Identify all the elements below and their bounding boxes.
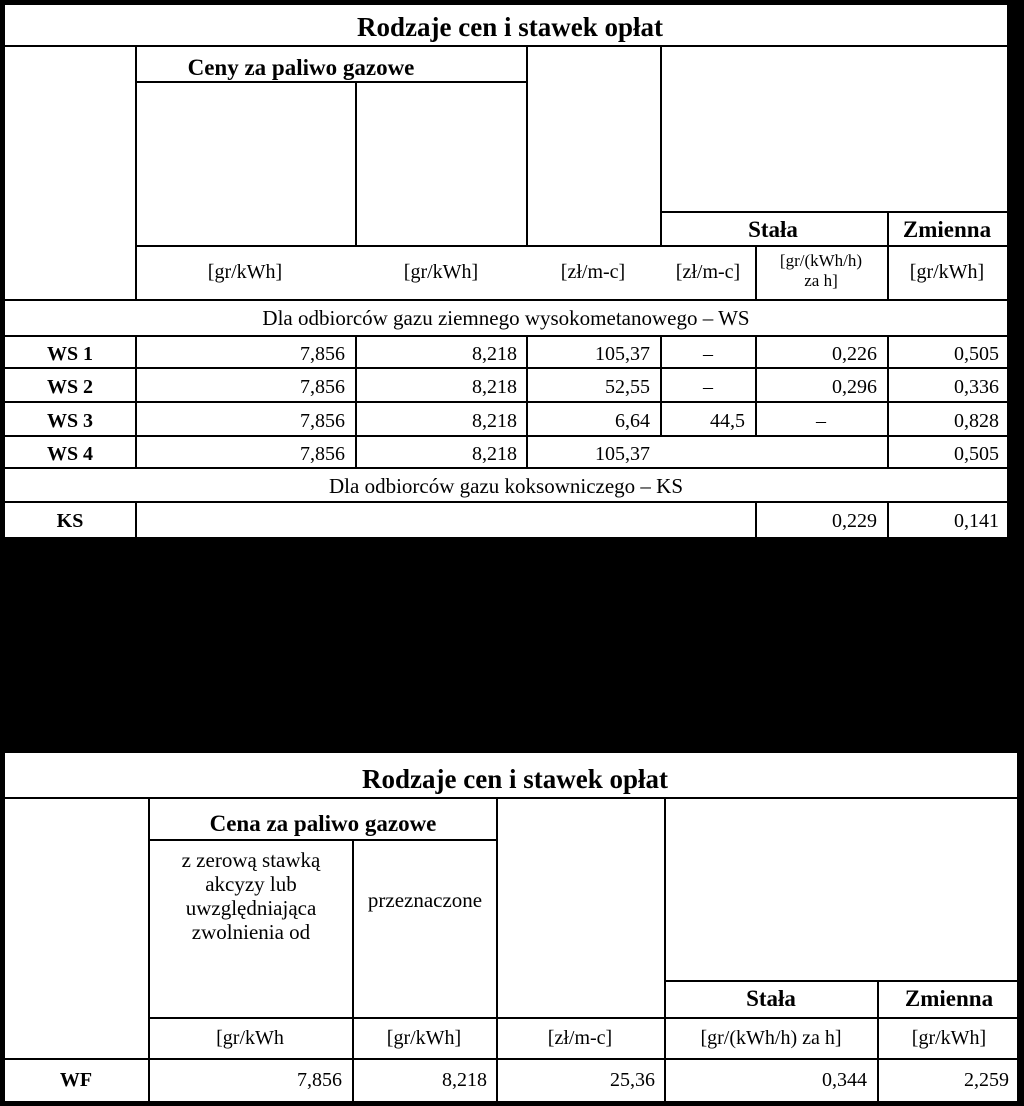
grid-line <box>135 45 137 299</box>
fixed-header: Stała <box>746 986 796 1011</box>
grid-line <box>496 797 498 1101</box>
grid-line <box>5 367 1007 369</box>
unit-label: [gr/kWh] <box>909 261 985 283</box>
table-title: Rodzaje cen i stawek opłat <box>362 764 668 794</box>
unit-label: [zł/m-c] <box>560 261 626 283</box>
grid-line <box>755 501 757 537</box>
table-cell: 105,37 <box>595 443 650 465</box>
table-cell: 44,5 <box>710 410 745 432</box>
row-label: WF <box>59 1069 93 1091</box>
unit-label: [gr/kWh <box>216 1027 284 1049</box>
table-cell: 0,296 <box>832 376 877 398</box>
grid-line <box>355 81 357 245</box>
grid-line <box>148 839 498 841</box>
grid-line <box>355 335 357 467</box>
table-cell: 0,505 <box>954 443 999 465</box>
variable-header: Zmienna <box>904 986 994 1011</box>
table-cell: 0,828 <box>954 410 999 432</box>
row-label: WS 4 <box>46 443 94 465</box>
section-header-ws: Dla odbiorców gazu ziemnego wysokometanowego – WS <box>262 306 750 330</box>
table-cell: 0,344 <box>822 1069 867 1091</box>
grid-line <box>887 501 889 537</box>
table-cell: 25,36 <box>610 1069 655 1091</box>
table-cell: 8,218 <box>442 1069 487 1091</box>
table-cell: 8,218 <box>472 376 517 398</box>
grid-line <box>660 335 662 435</box>
grid-line <box>135 501 137 537</box>
grid-line <box>352 839 354 1101</box>
grid-line <box>664 980 1017 982</box>
grid-line <box>5 1058 1017 1060</box>
table-cell: 0,336 <box>954 376 999 398</box>
row-label: KS <box>56 510 84 532</box>
table-cell: 52,55 <box>605 376 650 398</box>
table-cell: – <box>816 410 826 432</box>
grid-line <box>148 797 150 1101</box>
grid-line <box>135 245 1007 247</box>
unit-label: [gr/kWh] <box>403 261 479 283</box>
column-description: przeznaczone <box>367 888 483 912</box>
table-cell: 8,218 <box>472 443 517 465</box>
grid-line <box>526 45 528 245</box>
unit-label: [gr/kWh] <box>386 1027 462 1049</box>
grid-line <box>148 1017 1017 1019</box>
row-label: WS 3 <box>46 410 94 432</box>
grid-line <box>5 501 1007 503</box>
grid-line <box>135 335 137 467</box>
grid-line <box>5 45 1007 47</box>
table-cell: 0,229 <box>832 510 877 532</box>
fuel-price-header: Ceny za paliwo gazowe <box>187 55 415 80</box>
row-label: WS 2 <box>46 376 94 398</box>
table-cell: 7,856 <box>300 410 345 432</box>
grid-line <box>526 335 528 467</box>
grid-line <box>5 335 1007 337</box>
unit-label: [gr/(kWh/h) za h] <box>779 251 863 290</box>
grid-line <box>5 299 1007 301</box>
section-header-ks: Dla odbiorców gazu koksowniczego – KS <box>328 474 684 498</box>
table-cell: 8,218 <box>472 410 517 432</box>
row-label: WS 1 <box>46 343 94 365</box>
table-cell: 7,856 <box>300 376 345 398</box>
unit-label: [gr/(kWh/h) za h] <box>700 1027 842 1049</box>
grid-line <box>5 797 1017 799</box>
grid-line <box>5 435 1007 437</box>
unit-label: [zł/m-c] <box>675 261 741 283</box>
grid-line <box>5 401 1007 403</box>
unit-label: [gr/kWh] <box>911 1027 987 1049</box>
table-cell: 0,141 <box>954 510 999 532</box>
table-cell: 7,856 <box>297 1069 342 1091</box>
table-cell: – <box>703 343 713 365</box>
fixed-header: Stała <box>748 217 798 242</box>
table-cell: 0,226 <box>832 343 877 365</box>
unit-label: [gr/kWh] <box>207 261 283 283</box>
table-cell: 105,37 <box>595 343 650 365</box>
rate-table-main <box>4 4 1008 538</box>
column-description: z zerową stawką akcyzy lub uwzględniająca zwolnienia od <box>181 848 321 945</box>
table-title: Rodzaje cen i stawek opłat <box>357 12 663 42</box>
grid-line <box>887 335 889 467</box>
table-cell: – <box>703 376 713 398</box>
grid-line <box>887 211 889 299</box>
variable-header: Zmienna <box>902 217 992 242</box>
table-cell: 2,259 <box>964 1069 1009 1091</box>
unit-label: [zł/m-c] <box>547 1027 613 1049</box>
grid-line <box>135 81 528 83</box>
grid-line <box>755 245 757 299</box>
grid-line <box>660 211 1007 213</box>
table-cell: 6,64 <box>615 410 650 432</box>
grid-line <box>5 467 1007 469</box>
grid-line <box>664 797 666 1101</box>
grid-line <box>755 335 757 435</box>
table-cell: 7,856 <box>300 343 345 365</box>
table-cell: 8,218 <box>472 343 517 365</box>
grid-line <box>877 980 879 1101</box>
fuel-price-header: Cena za paliwo gazowe <box>209 811 437 836</box>
table-cell: 0,505 <box>954 343 999 365</box>
table-cell: 7,856 <box>300 443 345 465</box>
grid-line <box>660 45 662 245</box>
rate-table-wf <box>4 752 1018 1102</box>
